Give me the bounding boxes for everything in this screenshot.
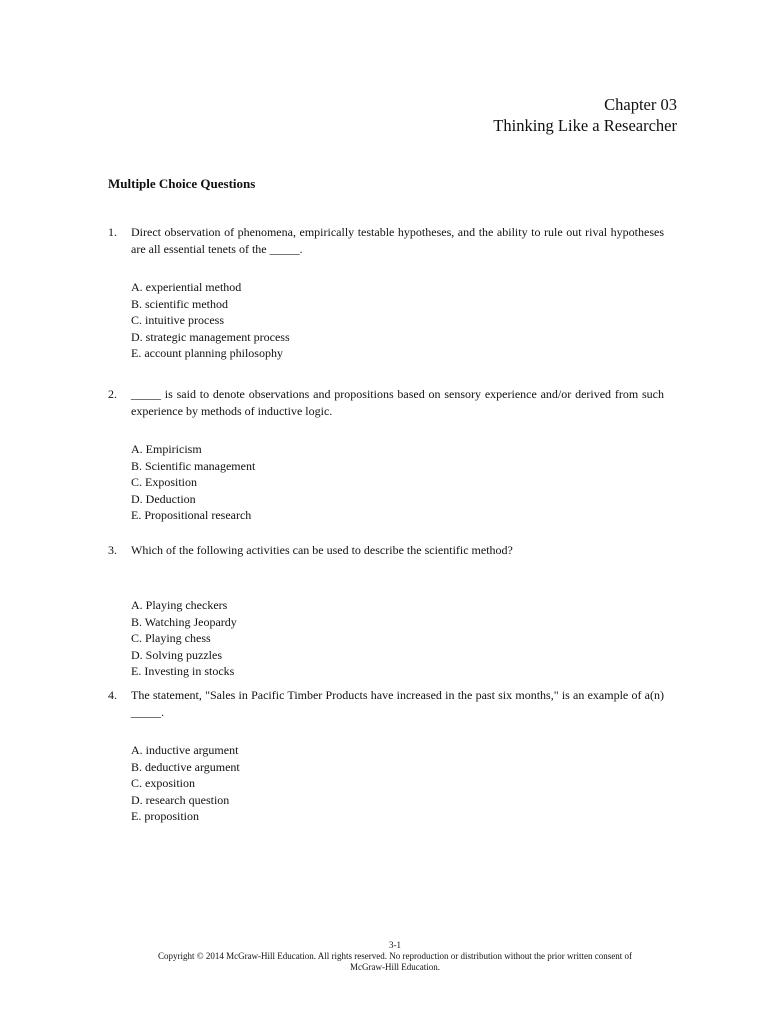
answer-option: A. Playing checkers	[131, 598, 228, 612]
question-number: 4.	[108, 688, 117, 702]
answer-option: B. Watching Jeopardy	[131, 614, 237, 629]
answer-option: B. deductive argument	[131, 759, 240, 774]
answer-option: A. experiential method	[131, 280, 242, 294]
section-title: Multiple Choice Questions	[108, 176, 256, 191]
question-4	[108, 687, 664, 825]
question-text: Which of the following activities can be used to describe the scientific method?	[131, 543, 513, 557]
answer-options	[131, 279, 664, 362]
answer-option: B. Scientific management	[131, 458, 256, 473]
question-text: Direct observation of phenomena, empirically testable hypotheses, and the ability to rule out rival hypotheses are all essential tenets of the _____.	[131, 225, 664, 256]
page-footer	[120, 940, 670, 973]
question-number: 2.	[108, 387, 117, 401]
answer-option: E. Propositional research	[131, 508, 252, 523]
answer-option: D. strategic management process	[131, 329, 290, 344]
chapter-title: Thinking Like a Researcher	[493, 116, 677, 135]
answer-option: A. inductive argument	[131, 743, 239, 757]
page-number: 3-1	[389, 940, 401, 950]
answer-option: C. exposition	[131, 776, 196, 791]
answer-option: D. Solving puzzles	[131, 647, 222, 662]
chapter-header	[493, 94, 677, 136]
answer-option: C. Exposition	[131, 475, 198, 490]
answer-options	[131, 441, 664, 524]
answer-option: B. scientific method	[131, 296, 228, 311]
copyright-notice-continued: McGraw-Hill Education.	[350, 962, 440, 972]
answer-option: E. Investing in stocks	[131, 664, 235, 679]
answer-option: D. Deduction	[131, 491, 196, 506]
answer-options	[131, 597, 664, 680]
question-list	[108, 224, 664, 841]
question-text: The statement, "Sales in Pacific Timber Products have increased in the past six months," is an example of a(n) _____.	[131, 688, 664, 719]
answer-option: C. intuitive process	[131, 313, 224, 328]
question-number: 1.	[108, 225, 117, 239]
question-number: 3.	[108, 543, 117, 557]
answer-option: E. proposition	[131, 809, 199, 824]
answer-options	[131, 742, 664, 825]
question-text: _____ is said to denote observations and propositions based on sensory experience and/or derived from such experience by methods of inductive logic.	[131, 387, 664, 418]
copyright-notice: Copyright © 2014 McGraw-Hill Education. All rights reserved. No reproduction or distribution without the prior written consent of	[157, 951, 632, 961]
question-3	[108, 542, 664, 683]
question-2	[108, 386, 664, 538]
chapter-number: Chapter 03	[604, 95, 677, 114]
answer-option: C. Playing chess	[131, 631, 211, 646]
answer-option: E. account planning philosophy	[131, 346, 283, 361]
question-1	[108, 224, 664, 382]
answer-option: D. research question	[131, 792, 230, 807]
answer-option: A. Empiricism	[131, 442, 202, 456]
